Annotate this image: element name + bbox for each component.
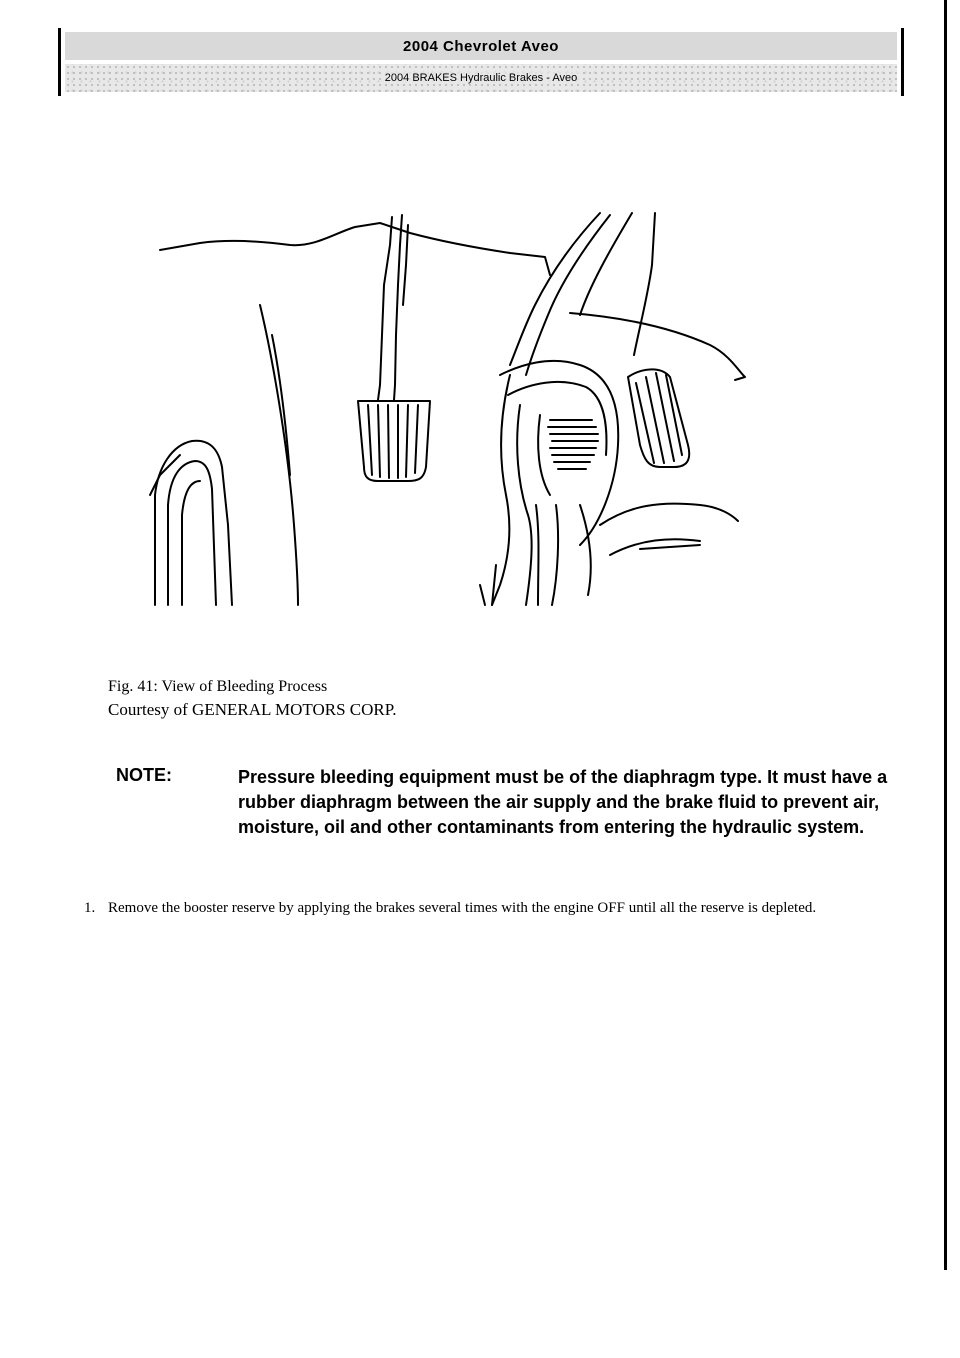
seat-bolster — [155, 441, 232, 605]
brake-pedal-arm-back — [394, 215, 402, 400]
brake-pedal-arm — [378, 217, 392, 400]
header-subtitle: 2004 BRAKES Hydraulic Brakes - Aveo — [381, 72, 581, 84]
figure-courtesy: Courtesy of GENERAL MOTORS CORP. — [108, 700, 397, 719]
figure-caption — [108, 676, 397, 722]
step-number: 1. — [84, 900, 96, 916]
dashboard-edge — [160, 223, 550, 275]
header-title: 2004 Chevrolet Aveo — [65, 32, 897, 60]
left-panel-edge — [260, 305, 298, 605]
note-text: Pressure bleeding equipment must be of the diaphragm type. It must have a rubber diaphragm between the air supply and the brake fluid to prevent air, moisture, oil and other contaminants from entering the hydraulic system. — [238, 767, 888, 837]
header-subtitle-bar — [65, 64, 897, 92]
figure-title: Fig. 41: View of Bleeding Process — [108, 678, 328, 695]
bleeding-process-illustration — [140, 205, 760, 610]
note-label: NOTE: — [116, 765, 172, 785]
step-text: Remove the booster reserve by applying the brakes several times with the engine OFF until all the reserve is depleted. — [108, 900, 817, 916]
floor-contour — [600, 504, 738, 525]
document-header — [58, 28, 904, 96]
booster-ribs — [548, 420, 598, 469]
brake-lines — [510, 213, 600, 365]
page-border — [944, 0, 947, 1270]
